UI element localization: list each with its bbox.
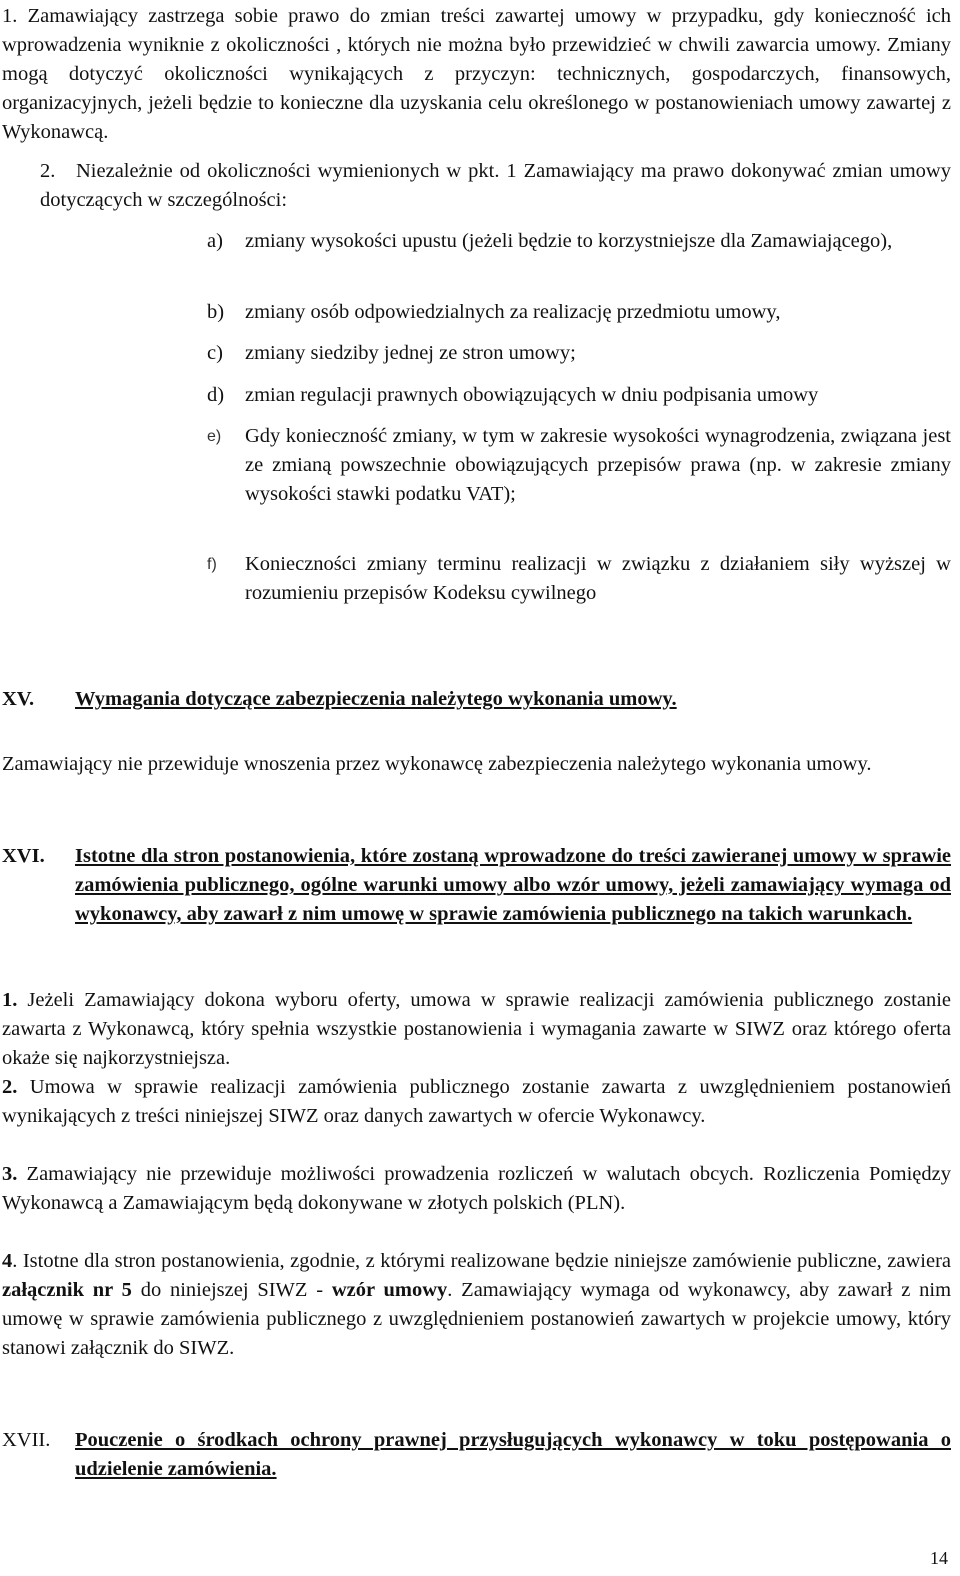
item-text: . Istotne dla stron postanowienia, zgodnie, z którymi realizowane będzie niniejsze zamówienie publiczne, zawiera: [12, 1250, 951, 1272]
section-xvi-item-4: [2, 1247, 951, 1363]
item-text: do niniejszej SIWZ -: [131, 1279, 332, 1301]
section-xvi-item-1: [2, 986, 951, 1073]
section-title: Istotne dla stron postanowienia, które zostaną wprowadzone do treści zawieranej umowy w sprawie zamówienia publicznego, ogólne warunki umowy albo wzór umowy, jeżeli zamawiający wymaga od wykonawcy, aby zawarł z nim umowę w sprawie zamówienia publicznego na takich warunkach.: [75, 845, 951, 925]
list-item-d: [207, 381, 951, 410]
section-number: XV.: [2, 688, 35, 710]
section-title: Pouczenie o środkach ochrony prawnej przysługujących wykonawcy w toku postępowania o udzielenie zamówienia.: [75, 1429, 951, 1480]
list-text: Gdy konieczność zmiany, w tym w zakresie wysokości wynagrodzenia, związana jest ze zmianą powszechnie obowiązujących przepisów prawa (np. w zakresie zmiany wysokości stawki podatku VAT);: [245, 425, 951, 505]
list-text: Konieczności zmiany terminu realizacji w związku z działaniem siły wyższej w rozumieniu przepisów Kodeksu cywilnego: [245, 553, 951, 604]
list-text: zmiany osób odpowiedzialnych za realizację przedmiotu umowy,: [245, 301, 781, 323]
list-item-a: [207, 227, 951, 256]
list-item-e: [207, 422, 951, 509]
section-number: XVI.: [2, 845, 45, 867]
list-label: d): [207, 384, 225, 406]
section-title: Wymagania dotyczące zabezpieczenia należytego wykonania umowy.: [75, 688, 677, 710]
item-text: Jeżeli Zamawiający dokona wyboru oferty, umowa w sprawie realizacji zamówienia publicznego zostanie zawarta z Wykonawcą, który spełnia wszystkie postanowienia i wymagania zawarte w SIWZ oraz którego oferta okaże się najkorzystniejsza.: [2, 989, 951, 1069]
page-number: 14: [930, 1548, 948, 1568]
item-number: 3.: [2, 1163, 18, 1185]
attachment-reference: załącznik nr 5: [2, 1279, 132, 1301]
paragraph-1: 1. Zamawiający zastrzega sobie prawo do zmian treści zawartej umowy w przypadku, gdy konieczność ich wprowadzenia wyniknie z okoliczności , których nie można było przewidzieć w chwili zawarcia umowy. Zmiany mogą dotyczyć okoliczności wynikających z przyczyn: technicznych, gospodarczych, finansowych, organizacyjnych, jeżeli będzie to konieczne dla uzyskania celu określonego w postanowieniach umowy zawartej z Wykonawcą.: [2, 5, 951, 143]
item-text: Umowa w sprawie realizacji zamówienia publicznego zostanie zawarta z uwzględnieniem postanowień wynikających z treści niniejszej SIWZ oraz danych zawartych w ofercie Wykonawcy.: [2, 1076, 951, 1127]
item-number: 1.: [2, 989, 18, 1011]
list-label: c): [207, 342, 223, 364]
section-xvi-heading: [2, 842, 951, 929]
paragraph-2: [40, 157, 951, 215]
section-xvi-item-2: [2, 1073, 951, 1131]
list-text: zmian regulacji prawnych obowiązujących w dniu podpisania umowy: [245, 384, 819, 406]
item-text: Zamawiający nie przewiduje możliwości prowadzenia rozliczeń w walutach obcych. Rozliczenia Pomiędzy Wykonawcą a Zamawiającym będą dokonywane w złotych polskich (PLN).: [2, 1163, 951, 1214]
item-number: 2.: [2, 1076, 18, 1098]
contract-template-reference: wzór umowy: [331, 1279, 448, 1301]
paragraph-2-number: 2.: [40, 160, 56, 182]
list-label: a): [207, 230, 223, 252]
list-label: b): [207, 301, 225, 323]
section-xvii-heading: [2, 1426, 951, 1484]
list-item-c: [207, 339, 951, 368]
list-item-f: [207, 550, 951, 608]
section-xv-text: Zamawiający nie przewiduje wnoszenia przez wykonawcę zabezpieczenia należytego wykonania umowy.: [2, 753, 872, 775]
item-number: 4: [2, 1250, 13, 1272]
list-label: f): [207, 556, 217, 573]
section-number: XVII.: [2, 1429, 51, 1451]
section-xv-heading: [2, 685, 951, 714]
list-label: e): [207, 428, 222, 445]
section-xvi-item-3: [2, 1160, 951, 1218]
list-item-b: [207, 298, 951, 327]
paragraph-2-text: Niezależnie od okoliczności wymienionych w pkt. 1 Zamawiający ma prawo dokonywać zmian umowy dotyczących w szczególności:: [40, 160, 951, 211]
list-text: zmiany wysokości upustu (jeżeli będzie to korzystniejsze dla Zamawiającego),: [245, 230, 893, 252]
item-text: . Zamawiający wymaga od wykonawcy, aby zawarł z nim umowę w sprawie zamówienia publicznego z uwzględnieniem postanowień zawartych w projekcie umowy, który stanowi załącznik do SIWZ.: [2, 1279, 952, 1359]
list-text: zmiany siedziby jednej ze stron umowy;: [245, 342, 576, 364]
